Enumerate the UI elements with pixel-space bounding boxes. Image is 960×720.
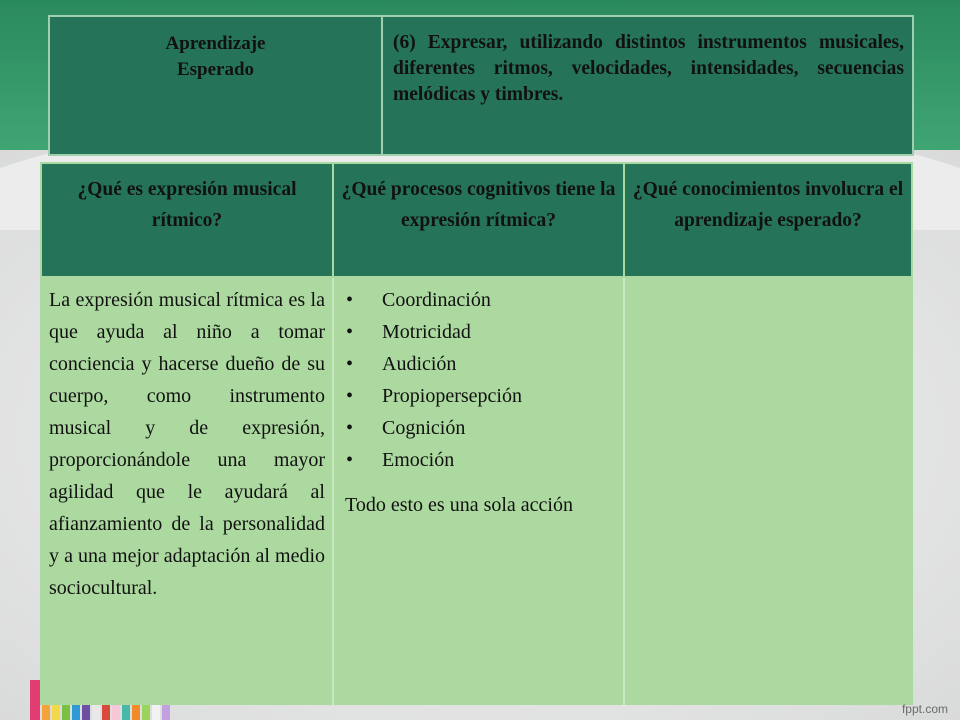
- list-item: [346, 444, 623, 476]
- knowledge-cell: [623, 278, 911, 705]
- bullet-icon: •: [346, 449, 354, 471]
- table-header-row: [42, 164, 911, 276]
- process-label: Propiopersepción: [382, 385, 522, 407]
- watermark: fppt.com: [901, 702, 948, 716]
- process-label: Audición: [382, 353, 457, 375]
- header-cognitive-processes: ¿Qué procesos cognitivos tiene la expresión rítmica?: [332, 164, 623, 276]
- list-item: [346, 316, 623, 348]
- list-item: [346, 380, 623, 412]
- description-text: La expresión musical rítmica es la que ayuda al niño a tomar conciencia y hacerse dueño de su cuerpo, como instrumento musical y de expresión, proporcionándole una mayor agilidad que le ayudará al afianzamiento de la personalidad y a una mejor adaptación al medio sociocultural.: [49, 289, 325, 599]
- list-item: [346, 412, 623, 444]
- process-label: Coordinación: [382, 289, 491, 311]
- table-body-row: [42, 276, 911, 705]
- process-label: Motricidad: [382, 321, 471, 343]
- expected-learning-table: [48, 15, 914, 156]
- description-cell: [42, 278, 332, 705]
- bullet-icon: •: [346, 417, 354, 439]
- processes-cell: [332, 278, 623, 705]
- list-item: [346, 284, 623, 316]
- bullet-icon: •: [346, 385, 354, 407]
- expected-learning-text: (6) Expresar, utilizando distintos instrumentos musicales, diferentes ritmos, velocidades, intensidades, secuencias melódicas y timbres.: [393, 32, 904, 105]
- bullet-icon: •: [346, 321, 354, 343]
- expected-learning-label-line2: Esperado: [176, 59, 255, 80]
- process-label: Emoción: [382, 449, 455, 471]
- process-label: Cognición: [382, 417, 466, 439]
- bullet-icon: •: [346, 289, 354, 311]
- expected-learning-label-line1: Aprendizaje: [165, 33, 266, 54]
- processes-note: Todo esto es una sola acción: [345, 494, 573, 516]
- header-knowledge: ¿Qué conocimientos involucra el aprendizaje esperado?: [623, 164, 911, 276]
- header-what-is: ¿Qué es expresión musical rítmico?: [77, 179, 297, 231]
- bullet-icon: •: [346, 353, 354, 375]
- expected-learning-label: [50, 17, 383, 154]
- list-item: [346, 348, 623, 380]
- analysis-table: [40, 162, 913, 705]
- processes-list: [334, 278, 623, 476]
